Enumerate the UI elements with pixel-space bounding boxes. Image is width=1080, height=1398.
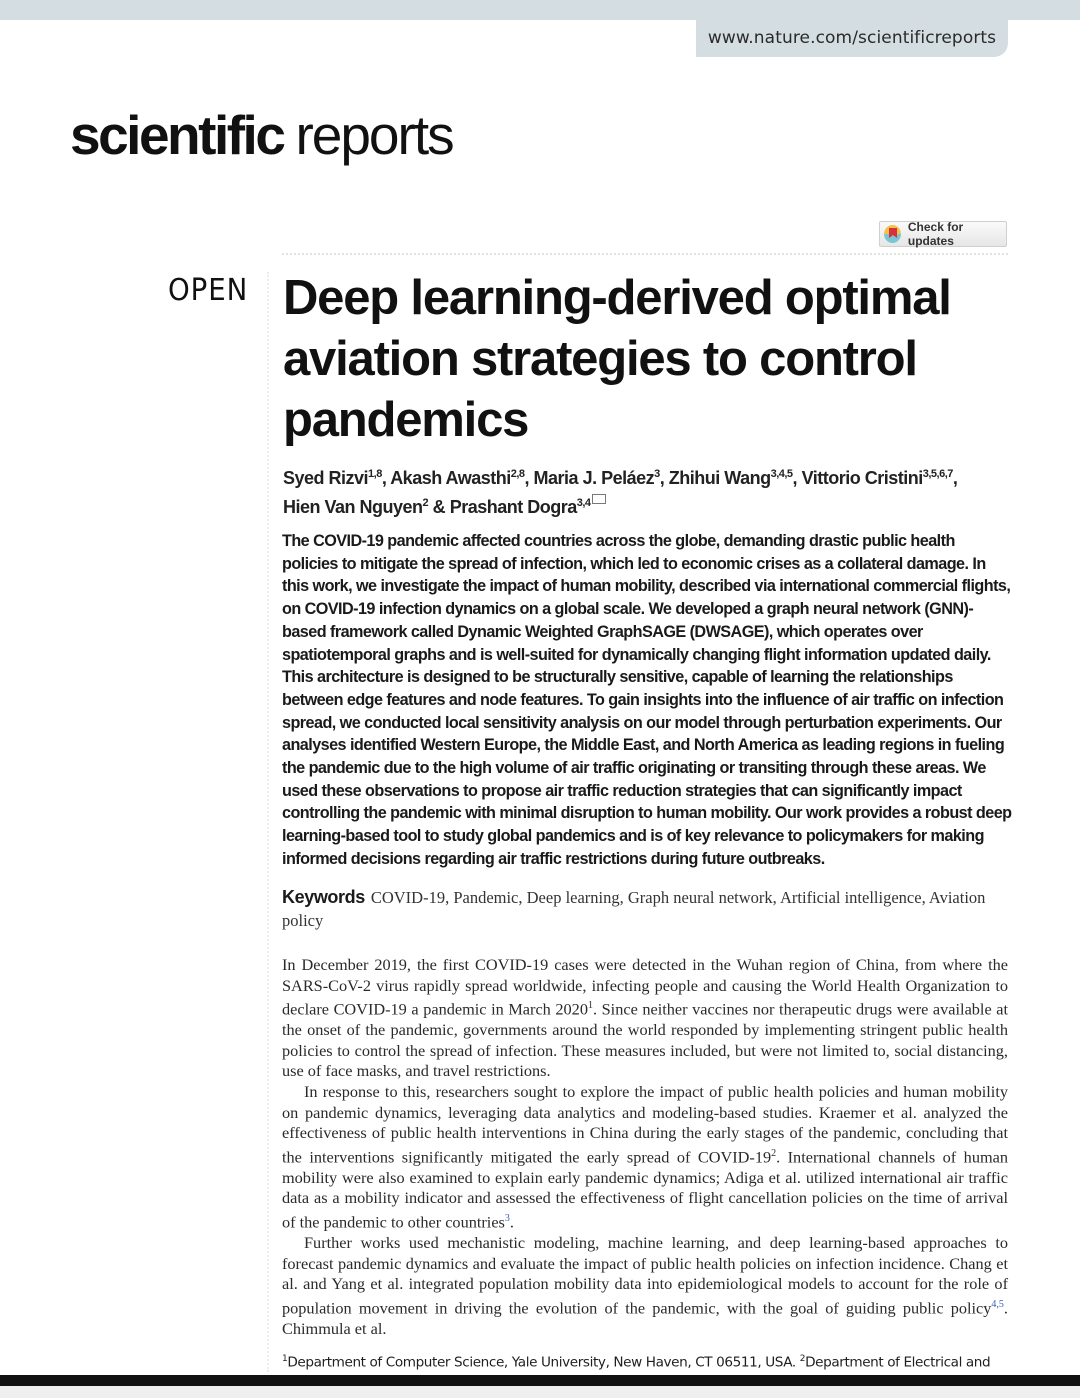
body-paragraph: In December 2019, the first COVID-19 cases were detected in the Wuhan region of China, from where the SARS-CoV-2 virus rapidly spread worldwide, infecting people and causing the World Health Organization to declare COVID-19 a pandemic in March 2020$^1$. Since neither vaccines nor therapeutic drugs were available at the onset of the pandemic, governments around the world responded by implementing stringent public health policies to control the spread of infection. These measures included, but were not limited to, social distancing, use of face masks, and travel restrictions.: [282, 955, 1009, 1081]
keywords-list: COVID-19, Pandemic, Deep learning, Graph neural network, Artificial intelligence, Aviation policy: [282, 888, 986, 930]
body-paragraph: In response to this, researchers sought to explore the impact of public health policies and human mobility on pandemic dynamics, leveraging data analytics and modeling-based studies. Kraemer et al. analyzed the effectiveness of public health interventions in China during the early stages of the pandemic, concluding that the interventions significantly mitigated the early spread of COVID-$19^2$. International channels of human mobility were also examined to explain early pandemic dynamics; Adiga et al. utilized international air traffic data as a mobility indicator and assessed the effectiveness of flight cancellation policies on the time of arrival of the pandemic to other countries$^3$.: [282, 1081, 1008, 1232]
crossmark-icon: [884, 225, 901, 243]
affiliation-footnote: $^1$Department of Computer Science, Yale University, New Haven, CT 06511, USA. $^2$Department of Electrical and: [282, 1354, 991, 1371]
dotted-divider: [282, 253, 1008, 255]
keywords-label: Keywords: [282, 887, 365, 907]
dotted-margin-line: [267, 272, 269, 1372]
body-paragraph: Further works used mechanistic modeling, machine learning, and deep learning-based approaches to forecast pandemic dynamics and evaluate the impact of public health policies on infection incidence. Chang et al. and Yang et al. integrated population mobility data into epidemiological models to account for the role of population movement in driving the evolution of the pandemic, with the goal of guiding public policy$^{4,5}$. Chimmula et al.: [282, 1232, 1008, 1338]
viewer-bottom-bar: [0, 1375, 1080, 1386]
author[interactable]: Maria J. Peláez$^3$: [533, 468, 660, 488]
citation-link[interactable]: 3: [504, 1212, 510, 1224]
viewer-toolbar-strip: [0, 1386, 1080, 1398]
check-for-updates-button[interactable]: [879, 221, 1007, 247]
author[interactable]: Hien Van Nguyen$^2$: [283, 497, 429, 517]
email-icon[interactable]: [592, 494, 606, 504]
article-title: Deep learning-derived optimal aviation strategies to control pandemics: [283, 271, 951, 447]
journal-logo-light: reports: [295, 104, 453, 166]
author[interactable]: Prashant Dogra$^{3,4}$: [449, 497, 591, 517]
citation-link[interactable]: 2: [771, 1147, 777, 1159]
abstract: The COVID-19 pandemic affected countries across the globe, demanding drastic public health policies to mitigate the spread of infection, which led to economic crises as a collateral damage. In this work, we investigate the impact of human mobility, described via international commercial flights, on COVID-19 infection dynamics on a global scale. We developed a graph neural network (GNN)-based framework called Dynamic Weighted GraphSAGE (DWSAGE), which operates over spatiotemporal graphs and is well-suited for dynamically changing flight information updated daily. This architecture is designed to be structurally sensitive, capable of learning the relationships between edge features and node features. To gain insights into the influence of air traffic on infection spread, we conducted local sensitivity analysis on our model through perturbation experiments. Our analyses identified Western Europe, the Middle East, and North America as leading regions in fueling the pandemic due to the high volume of air traffic originating or transiting through these areas. We used these observations to propose air traffic reduction strategies that can significantly impact controlling the pandemic with minimal disruption to human mobility. Our work provides a robust deep learning-based tool to study global pandemics and is of key relevance to policymakers for making informed decisions regarding air traffic restrictions during future outbreaks.: [282, 532, 1012, 868]
author[interactable]: Syed Rizvi$^{1,8}$: [283, 468, 382, 488]
journal-logo-bold: scientific: [70, 104, 284, 166]
author-list: Syed Rizvi$^{1,8}$, Akash Awasthi$^{2,8}$, Maria J. Peláez$^3$, Zhihui Wang$^{3,4,5}$, Vittorio Cristini$^{3,5,6,7}$, Hien Van Nguyen$^2$ & Prashant Dogra$^{3,4}$: [283, 468, 958, 517]
journal-url[interactable]: www.nature.com/scientificreports: [696, 18, 1008, 57]
citation-link[interactable]: 4,5: [991, 1298, 1004, 1310]
top-band: [0, 0, 1080, 20]
check-for-updates-label: Check for updates: [907, 220, 964, 248]
citation-link[interactable]: 1: [587, 1000, 593, 1012]
author[interactable]: Akash Awasthi$^{2,8}$: [390, 468, 525, 488]
journal-logo: [70, 102, 453, 168]
article-body: [282, 955, 1008, 1339]
author[interactable]: Zhihui Wang$^{3,4,5}$: [668, 468, 793, 488]
keywords: [282, 886, 1012, 932]
author[interactable]: Vittorio Cristini$^{3,5,6,7}$: [801, 468, 953, 488]
open-access-label: OPEN: [168, 273, 249, 308]
